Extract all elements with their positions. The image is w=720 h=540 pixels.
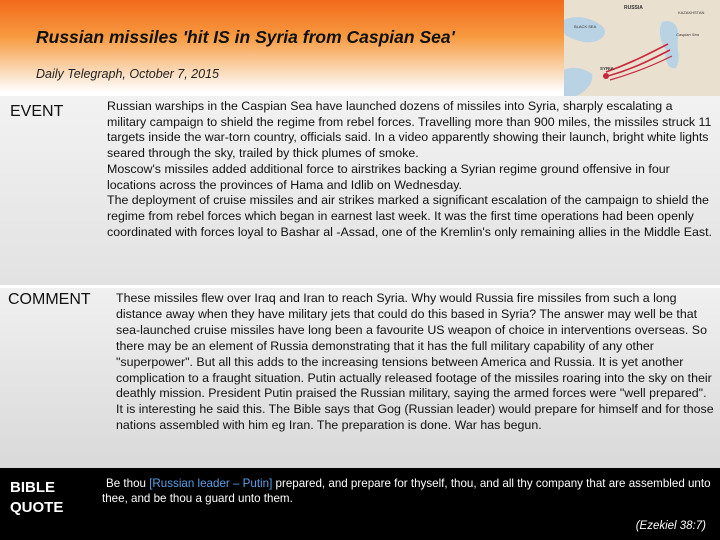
quote-start: Be thou	[106, 477, 150, 490]
event-label: EVENT	[10, 103, 64, 120]
map-land	[564, 0, 720, 108]
event-paragraph: Russian warships in the Caspian Sea have launched dozens of missiles into Syria, sharply escalating a military campaign to shield the regime from rebel forces. Travelling more than 900 miles, the missiles struck 11 targets inside the war-torn country, officials said. In a video apparently showing their launch, bright white lights seared through the sky, trailed by thick plumes of smoke.	[107, 99, 712, 161]
comment-label: COMMENT	[8, 291, 91, 308]
comment-body: These missiles flew over Iraq and Iran to reach Syria. Why would Russia fire missiles from such a long distance away when they have military jets that could do this based in Syria? The answer may well be that sea-launched cruise missiles have long been a favourite US weapon of choice in interventions overseas. So there may be an element of Russia demonstrating that it has the full military capability of any other "superpower". But all this adds to the increasing tensions between America and Russia. It is yet another complication to a fraught situation. Putin actually released footage of the missiles roaring into the sky on their deathly mission. President Putin praised the Russian military, saying the armed forces were "well prepared". It is interesting he said this. The Bible says that Gog (Russian leader) would prepare for himself and for those nations assembled with him eg Iran. The preparation is done. War has begun.	[116, 291, 714, 433]
bible-reference: (Ezekiel 38:7)	[635, 520, 706, 532]
bible-label-line: BIBLE	[10, 479, 55, 496]
map-label-black-sea: BLACK SEA	[574, 24, 597, 29]
syria-caspian-map	[564, 0, 720, 108]
map-label-russia: RUSSIA	[624, 5, 643, 11]
source-line: Daily Telegraph, October 7, 2015	[36, 67, 219, 81]
map-label-syria: SYRIA	[600, 66, 614, 71]
quote-label-line: QUOTE	[10, 499, 64, 516]
event-paragraph: Moscow's missiles added additional force to airstrikes backing a Syrian regime ground offensive in four locations across the provinces of Hama and Idlib on Wednesday.	[107, 161, 670, 192]
map-label-kazakhstan: KAZAKHSTAN	[678, 10, 705, 15]
event-section	[0, 96, 720, 285]
comment-section	[0, 288, 720, 468]
bible-quote-section	[0, 468, 720, 540]
bible-quote-label	[10, 478, 63, 518]
page-title: Russian missiles 'hit IS in Syria from Caspian Sea'	[36, 27, 455, 47]
bible-quote-text	[102, 476, 714, 506]
event-body	[107, 99, 713, 240]
quote-end: prepared, and prepare for thyself, thou, and all thy company that are assembled unto thee, and be thou a guard unto them.	[102, 477, 711, 505]
quote-highlight: [Russian leader – Putin]	[149, 477, 273, 490]
map-label-caspian-sea: Caspian Sea	[676, 32, 699, 37]
event-paragraph: The deployment of cruise missiles and air strikes marked a significant escalation of the campaign to shield the regime from rebel forces which began in earnest last week. It was the first time operations had been openly coordinated with forces loyal to Bashar al -Assad, one of the Kremlin's only remaining allies in the Middle East.	[107, 193, 712, 239]
target-marker	[603, 73, 609, 79]
